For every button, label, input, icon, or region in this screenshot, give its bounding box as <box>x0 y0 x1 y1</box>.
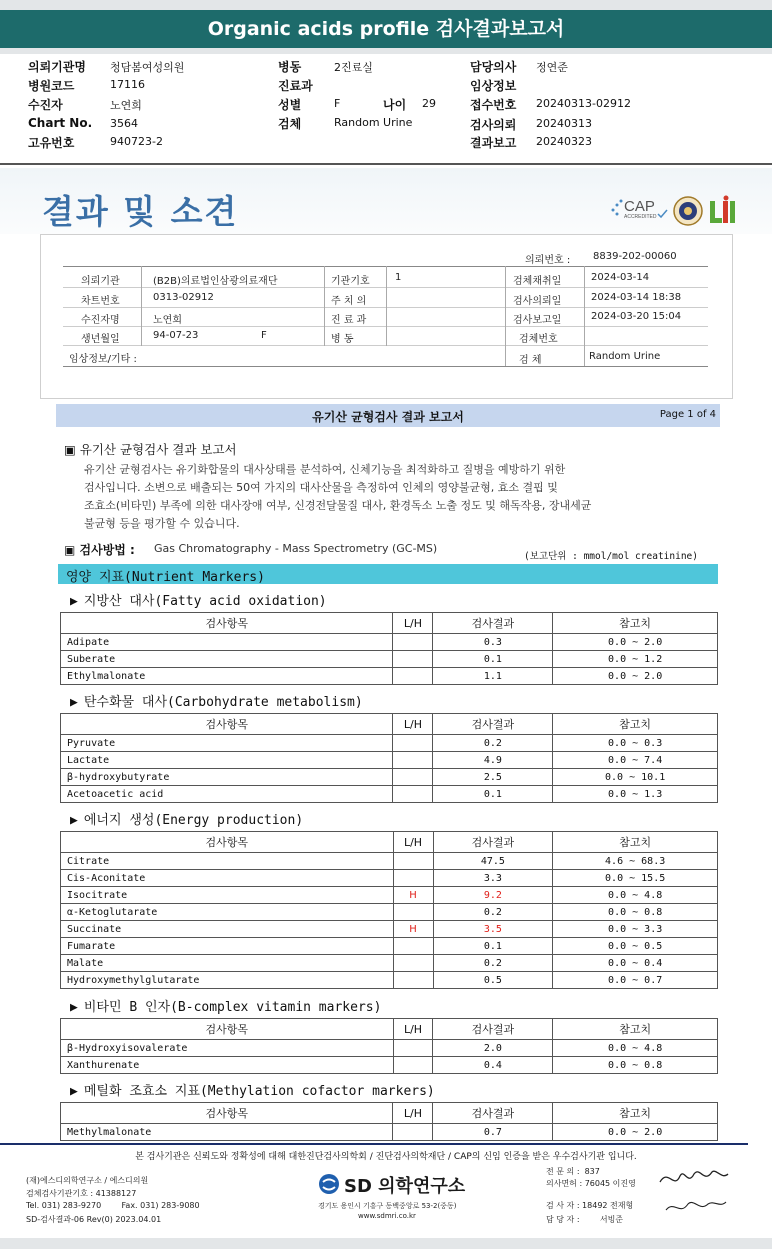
hdr-value: 940723-2 <box>110 135 163 148</box>
triangle-icon: ▶ <box>70 594 78 609</box>
info-label: 검체번호 <box>519 334 558 345</box>
col-item: 검사항목 <box>61 613 393 634</box>
divider <box>63 366 708 367</box>
footer-line: (재)에스디의학연구소 / 에스디의원 <box>26 1176 149 1185</box>
specimen-label: 검 체 <box>519 355 542 366</box>
table-row: Cis-Aconitate 3.3 0.0 ~ 15.5 <box>61 870 718 887</box>
brand-name: SD 의학연구소 <box>344 1176 466 1197</box>
table-header-row: 검사항목 L/H 검사결과 참고치 <box>61 832 718 853</box>
hdr-label: 접수번호 <box>470 98 517 112</box>
table-row: Malate 0.2 0.0 ~ 0.4 <box>61 955 718 972</box>
footer-line: SD-검사결과-06 Rev(0) 2023.04.01 <box>26 1215 162 1224</box>
results-table <box>60 831 718 989</box>
info-label: 수진자명 <box>81 315 120 326</box>
info-label: 검체채취일 <box>513 276 562 287</box>
hdr-label: 병원코드 <box>28 79 75 93</box>
hdr-value: 2진료실 <box>334 61 373 74</box>
info-label: 생년월일 <box>81 334 120 345</box>
category-title: ▶ 비타민 B 인자(B-complex vitamin markers) <box>70 1000 382 1015</box>
unit-note: (보고단위 : mmol/mol creatinine) <box>524 551 698 562</box>
info-label: 차트번호 <box>81 296 120 307</box>
table-row: Fumarate 0.1 0.0 ~ 0.5 <box>61 938 718 955</box>
hdr-label: Chart No. <box>28 116 93 130</box>
intro-heading: ▣ 유기산 균형검사 결과 보고서 <box>64 442 237 457</box>
divider <box>584 266 585 366</box>
hdr-label: 검사의뢰 <box>470 118 517 132</box>
divider <box>141 266 142 346</box>
table-header-row: 검사항목 L/H 검사결과 참고치 <box>61 714 718 735</box>
sd-logo-icon <box>318 1173 340 1195</box>
patient-header <box>0 54 772 166</box>
info-label: 검사의뢰일 <box>513 296 562 307</box>
hdr-label: 고유번호 <box>28 136 75 150</box>
cap-logo-sub: ACCREDITED <box>624 214 657 220</box>
info-label: 주 치 의 <box>331 296 367 307</box>
results-table <box>60 612 718 685</box>
info-label: 검사보고일 <box>513 315 562 326</box>
hdr-value: Random Urine <box>334 116 413 129</box>
hdr-value: 정연준 <box>536 61 568 74</box>
info-value: 노연희 <box>153 315 182 326</box>
hdr-value: 20240323 <box>536 135 592 148</box>
hdr-label: 검체 <box>278 117 302 131</box>
col-lh: L/H <box>393 613 433 634</box>
footer-divider <box>0 1143 748 1145</box>
table-row: Lactate 4.9 0.0 ~ 7.4 <box>61 752 718 769</box>
intro-line: 불균형 등을 평가할 수 있습니다. <box>84 517 240 530</box>
category-title: ▶ 메틸화 조효소 지표(Methylation cofactor markers) <box>70 1084 435 1099</box>
hdr-label: 병동 <box>278 60 302 74</box>
table-row: Xanthurenate 0.4 0.0 ~ 0.8 <box>61 1057 718 1074</box>
hdr-label: 진료과 <box>278 79 313 93</box>
triangle-icon: ▶ <box>70 1084 78 1099</box>
info-value: 0313-02912 <box>153 292 214 303</box>
info-value: 1 <box>395 272 402 283</box>
hdr-value: F <box>334 97 341 110</box>
hdr-label: 의뢰기관명 <box>28 60 86 74</box>
table-header-row <box>61 613 718 634</box>
table-row: Adipate 0.3 0.0 ~ 2.0 <box>61 634 718 651</box>
signature-icon <box>654 1160 734 1220</box>
col-ref: 참고치 <box>553 613 718 634</box>
info-label: 병 동 <box>331 334 354 345</box>
hdr-label: 수진자 <box>28 98 63 112</box>
hdr-value: 20240313-02912 <box>536 97 631 110</box>
table-row: α-Ketoglutarate 0.2 0.0 ~ 0.8 <box>61 904 718 921</box>
results-table <box>60 1018 718 1074</box>
request-no-label: 의뢰번호 : <box>525 255 571 266</box>
table-header-row: 검사항목 L/H 검사결과 참고치 <box>61 1019 718 1040</box>
seal-icon <box>674 197 702 225</box>
bottom-band <box>0 1238 772 1249</box>
info-value: (B2B)의료법인삼광의료재단 <box>153 276 278 287</box>
table-row: Hydroxymethylglutarate 0.5 0.0 ~ 0.7 <box>61 972 718 989</box>
brand-address: 경기도 용인시 기흥구 동백중앙로 53-2(중동) <box>318 1202 457 1210</box>
method-text: Gas Chromatography - Mass Spectrometry (GC-MS) <box>154 542 438 555</box>
hdr-value: 청담봄여성의원 <box>110 61 185 74</box>
hdr-value: 29 <box>422 97 436 110</box>
signer-line: 검 사 자 : 18492 전재형 <box>546 1201 634 1210</box>
nutrient-band <box>58 564 718 584</box>
table-row: Isocitrate H 9.2 0.0 ~ 4.8 <box>61 887 718 904</box>
hdr-label: 나이 <box>383 98 407 112</box>
col-result: 검사결과 <box>433 613 553 634</box>
footer-line: Tel. 031) 283-9270 Fax. 031) 283-9080 <box>26 1201 200 1210</box>
report-band-title: 유기산 균형검사 결과 보고서 <box>312 410 464 424</box>
divider <box>505 266 506 366</box>
report-band <box>56 404 720 427</box>
hdr-value: 20240313 <box>536 117 592 130</box>
specimen-info-box <box>40 234 733 399</box>
table-row: Methylmalonate 0.7 0.0 ~ 2.0 <box>61 1124 718 1141</box>
hdr-value: 17116 <box>110 78 145 91</box>
info-label: 기관기호 <box>331 276 370 287</box>
table-row: Ethylmalonate 1.1 0.0 ~ 2.0 <box>61 668 718 685</box>
table-row: β-Hydroxyisovalerate 2.0 0.0 ~ 4.8 <box>61 1040 718 1057</box>
section-title: 결과 및 소견 <box>42 192 239 231</box>
triangle-icon: ▶ <box>70 1000 78 1015</box>
accreditation-logos <box>608 192 748 232</box>
info-label: 의뢰기관 <box>81 276 120 287</box>
cap-logo-text: CAP <box>624 198 655 215</box>
info-label: 진 료 과 <box>331 315 367 326</box>
method-label: ▣ 검사방법 : <box>64 543 135 557</box>
table-header-row: 검사항목 L/H 검사결과 참고치 <box>61 1103 718 1124</box>
hdr-value: 노연희 <box>110 99 142 112</box>
hdr-value: 3564 <box>110 117 138 130</box>
info-value: 2024-03-14 <box>591 272 650 283</box>
page-indicator: Page 1 of 4 <box>659 409 716 420</box>
hdr-label: 성별 <box>278 98 302 112</box>
info-value: 94-07-23 <box>153 330 199 341</box>
category-title: ▶ 에너지 생성(Energy production) <box>70 813 304 828</box>
specimen-value: Random Urine <box>589 351 661 362</box>
triangle-icon: ▶ <box>70 695 78 710</box>
hdr-label: 담당의사 <box>470 60 517 74</box>
table-row: β-hydroxybutyrate 2.5 0.0 ~ 10.1 <box>61 769 718 786</box>
report-title: Organic acids profile 검사결과보고서 <box>0 10 772 48</box>
signer-line: 의사면허 : 76045 이진영 <box>546 1179 636 1188</box>
footer-line: 검체검사기관기호 : 41388127 <box>26 1189 137 1198</box>
nutrient-band-title: 영양 지표(Nutrient Markers) <box>66 570 265 585</box>
category-title: ▶ 지방산 대사(Fatty acid oxidation) <box>70 594 327 609</box>
brand-website: www.sdmri.co.kr <box>358 1212 416 1220</box>
cap-logo-icon <box>612 198 668 220</box>
hdr-label: 결과보고 <box>470 136 517 150</box>
accreditation-note: 본 검사기관은 신뢰도와 정확성에 대해 대한진단검사의학회 / 진단검사의학재단 / CAP의 신임 인증을 받은 우수검사기관 입니다. <box>135 1152 637 1162</box>
table-row: Acetoacetic acid 0.1 0.0 ~ 1.3 <box>61 786 718 803</box>
request-no: 8839-202-00060 <box>593 251 677 262</box>
lm-logo-text: LM <box>608 192 610 193</box>
table-row: Suberate 0.1 0.0 ~ 1.2 <box>61 651 718 668</box>
info-value: 2024-03-14 18:38 <box>591 292 682 303</box>
hdr-label: 임상정보 <box>470 79 517 93</box>
signer-line: 담 당 자 : 서빙준 <box>546 1215 624 1224</box>
info-sex: F <box>261 330 267 341</box>
info-value: 2024-03-20 15:04 <box>591 311 682 322</box>
clinical-label: 임상정보/기타 : <box>69 354 137 365</box>
table-row: Pyruvate 0.2 0.0 ~ 0.3 <box>61 735 718 752</box>
divider <box>386 266 387 346</box>
intro-line: 검사입니다. 소변으로 배출되는 50여 가지의 대사산물을 측정하여 인체의 영양불균형, 효소 결핍 및 <box>84 481 558 494</box>
header-divider <box>0 163 772 165</box>
table-row: Succinate H 3.5 0.0 ~ 3.3 <box>61 921 718 938</box>
intro-line: 유기산 균형검사는 유기화합물의 대사상태를 분석하여, 신체기능을 최적화하고 질병을 예방하기 위한 <box>84 463 566 476</box>
intro-line: 조효소(비타민) 부족에 의한 대사장애 여부, 신경전달물질 대사, 환경독소 노출 정도 및 해독작용, 장내세균 <box>84 499 592 512</box>
results-table <box>60 713 718 803</box>
divider <box>324 266 325 346</box>
category-title: ▶ 탄수화물 대사(Carbohydrate metabolism) <box>70 695 363 710</box>
signer-line: 전 문 의 : 837 <box>546 1167 600 1176</box>
table-row: Citrate 47.5 4.6 ~ 68.3 <box>61 853 718 870</box>
results-table <box>60 1102 718 1141</box>
triangle-icon: ▶ <box>70 813 78 828</box>
